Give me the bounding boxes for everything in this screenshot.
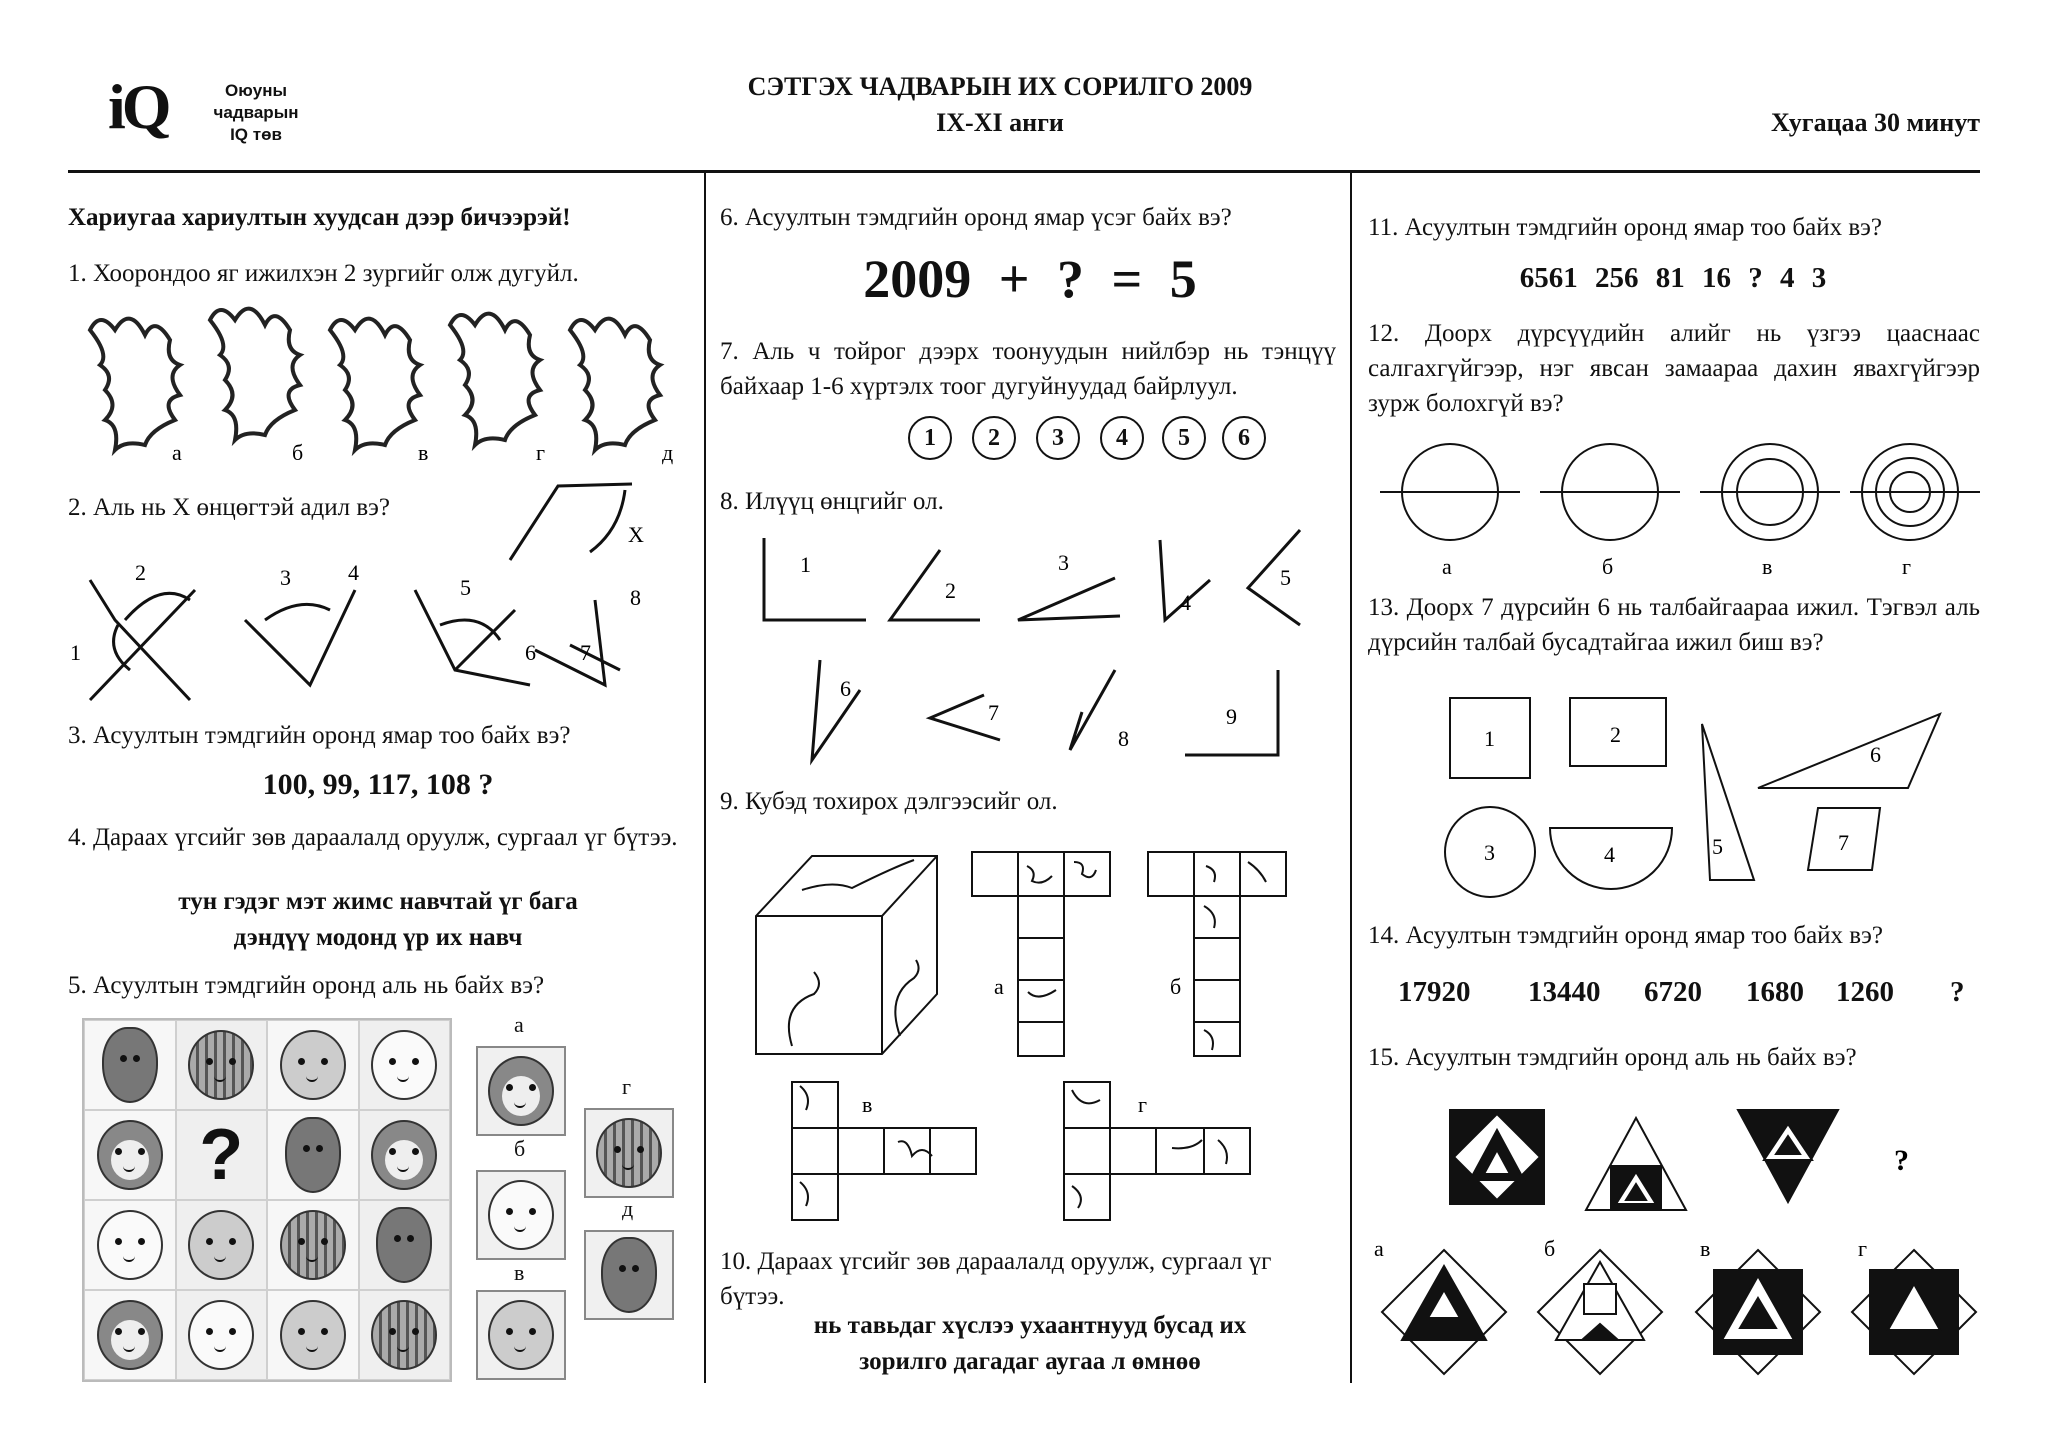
q5-animal-grid [82, 1018, 452, 1382]
svg-text:г: г [1138, 1092, 1148, 1117]
svg-text:3: 3 [280, 565, 291, 590]
svg-text:1: 1 [800, 552, 811, 577]
horse-icon [285, 1117, 341, 1193]
q4-words-line2: дэндүү модонд үр их навч [233, 924, 523, 951]
grid-cell [267, 1290, 359, 1380]
question-mark: ? [199, 1115, 244, 1195]
q5-opt-label-a: а [514, 1012, 524, 1037]
q5-option-b [476, 1170, 566, 1260]
svg-text:3: 3 [1484, 840, 1495, 865]
horse-icon [376, 1207, 432, 1283]
svg-text:1: 1 [70, 640, 81, 665]
q11-text: 11. Асуултын тэмдгийн оронд ямар тоо байх вэ? [1368, 214, 1883, 241]
q1-label-b: б [292, 440, 304, 465]
svg-text:2: 2 [135, 560, 146, 585]
svg-text:5: 5 [1712, 834, 1723, 859]
svg-text:1: 1 [1484, 726, 1495, 751]
grid-cell [176, 1110, 268, 1200]
grid-cell [359, 1110, 451, 1200]
q2-figures [60, 470, 710, 710]
q7-circle-2: 2 [972, 416, 1016, 460]
dog-icon [488, 1180, 554, 1250]
dog-icon [97, 1210, 163, 1280]
q15-text: 15. Асуултын тэмдгийн оронд аль нь байх вэ? [1368, 1044, 1857, 1071]
q4-text: 4. Дараах үгсийг зөв дараалалд оруулж, сургаал үг бүтээ. [68, 824, 678, 851]
q9-text: 9. Кубэд тохирох дэлгээсийг ол. [720, 788, 1058, 815]
grid-cell [84, 1110, 176, 1200]
logo-text: Оюуны чадварын IQ төв [213, 81, 299, 144]
column-divider-1 [704, 173, 706, 1383]
q6-equation: 2009 + ? = 5 [863, 249, 1197, 309]
svg-text:8: 8 [630, 585, 641, 610]
q2-x-label: X [628, 522, 644, 547]
logo-mark: iQ [108, 71, 168, 142]
page-title: СЭТГЭХ ЧАДВАРЫН ИХ СОРИЛГО 2009 [747, 72, 1253, 101]
svg-text:г: г [1902, 554, 1912, 579]
svg-text:4: 4 [1180, 590, 1191, 615]
q7-circle-4: 4 [1100, 416, 1144, 460]
svg-text:7: 7 [1838, 830, 1849, 855]
svg-text:б: б [1602, 554, 1614, 579]
cat-icon [188, 1210, 254, 1280]
dog-icon [371, 1030, 437, 1100]
svg-text:а: а [1442, 554, 1452, 579]
q8-text: 8. Илүүц өнцгийг ол. [720, 488, 944, 515]
header-rule [68, 170, 1980, 173]
q1-text: 1. Хоорондоо яг ижилхэн 2 зургийг олж дугуйл. [68, 260, 579, 287]
column-divider-2 [1350, 173, 1352, 1383]
q1-figures [80, 300, 700, 470]
horse-icon [102, 1027, 158, 1103]
grid-cell [359, 1290, 451, 1380]
dog-icon [188, 1300, 254, 1370]
tiger-icon [596, 1118, 662, 1188]
q8-angles [740, 520, 1340, 770]
svg-text:6: 6 [525, 640, 536, 665]
tiger-icon [188, 1030, 254, 1100]
cat-icon [280, 1030, 346, 1100]
grid-cell [267, 1020, 359, 1110]
page-subtitle: IX-XI анги [936, 108, 1064, 137]
q12-text: 12. Доорх дүрсүүдийн алийг нь үзгээ цааснаас салгахгүйгээр, нэг явсан замаараа дахин явахгүйгээр зурж болохгүй вэ? [1368, 320, 1980, 417]
q10-text: 10. Дараах үгсийг зөв дараалалд оруулж, сургаал үг бүтээ. [720, 1248, 1272, 1310]
q12-circles [1380, 440, 1980, 580]
q15-question-mark: ? [1894, 1144, 1909, 1177]
grid-cell [267, 1200, 359, 1290]
svg-text:5: 5 [1280, 565, 1291, 590]
svg-text:б: б [1170, 974, 1182, 999]
svg-text:7: 7 [988, 700, 999, 725]
svg-text:г: г [1858, 1236, 1868, 1261]
q1-label-d: д [662, 440, 674, 465]
svg-text:2: 2 [945, 578, 956, 603]
horse-icon [601, 1237, 657, 1313]
grid-cell [84, 1020, 176, 1110]
svg-text:6: 6 [840, 676, 851, 701]
q7-circle-1: 1 [908, 416, 952, 460]
instruction: Хариугаа хариултын хуудсан дээр бичээрэй! [68, 204, 571, 231]
q9-cube-and-nets [752, 846, 1342, 1246]
q1-label-v: в [418, 440, 429, 465]
q15-figures [1374, 1100, 1984, 1370]
q10-words-line1: нь тавьдаг хүслээ ухаантнууд бусад их [813, 1312, 1247, 1339]
q5-option-g [584, 1108, 674, 1198]
grid-cell [359, 1020, 451, 1110]
svg-text:4: 4 [1604, 842, 1615, 867]
svg-text:в: в [1762, 554, 1773, 579]
q3-sequence: 100, 99, 117, 108 ? [262, 768, 494, 801]
svg-text:а: а [994, 974, 1004, 999]
q10-words-line2: зорилго дагадаг аугаа л өмнөө [859, 1348, 1201, 1375]
svg-text:9: 9 [1226, 704, 1237, 729]
q14-text: 14. Асуултын тэмдгийн оронд ямар тоо байх вэ? [1368, 922, 1883, 949]
q13-shapes [1420, 690, 1980, 890]
svg-text:8: 8 [1118, 726, 1129, 751]
tiger-icon [371, 1300, 437, 1370]
svg-text:а: а [1374, 1236, 1384, 1261]
grid-cell [84, 1290, 176, 1380]
svg-text:в: в [1700, 1236, 1711, 1261]
svg-text:б: б [1544, 1236, 1556, 1261]
monkey-icon [97, 1120, 163, 1190]
q4-words-line1: тун гэдэг мэт жимс навчтай үг бага [178, 888, 578, 915]
grid-cell [176, 1290, 268, 1380]
q7-circle-6: 6 [1222, 416, 1266, 460]
q7-text: 7. Аль ч тойрог дээрх тоонуудын нийлбэр нь тэнцүү байхаар 1-6 хүртэлх тоог дугуйнуудад байрлуул. [720, 338, 1336, 400]
monkey-icon [97, 1300, 163, 1370]
q1-label-g: г [536, 440, 546, 465]
svg-text:6: 6 [1870, 742, 1881, 767]
svg-text:3: 3 [1058, 550, 1069, 575]
q1-label-a: а [172, 440, 182, 465]
monkey-icon [371, 1120, 437, 1190]
svg-text:7: 7 [580, 640, 591, 665]
tiger-icon [280, 1210, 346, 1280]
q11-sequence: 6561 256 81 16 ? 4 3 [1519, 262, 1827, 294]
q3-text: 3. Асуултын тэмдгийн оронд ямар тоо байх вэ? [68, 722, 571, 749]
q5-opt-label-g: г [622, 1074, 632, 1099]
svg-text:в: в [862, 1092, 873, 1117]
q5-opt-label-d: д [622, 1196, 634, 1221]
q13-text: 13. Доорх 7 дүрсийн 6 нь талбайгаараа ижил. Тэгвэл аль дүрсийн талбай бусадтайгаа ижил биш вэ? [1368, 594, 1980, 656]
cat-icon [280, 1300, 346, 1370]
monkey-icon [488, 1056, 554, 1126]
grid-cell [267, 1110, 359, 1200]
svg-text:2: 2 [1610, 722, 1621, 747]
grid-cell [359, 1200, 451, 1290]
grid-cell [84, 1200, 176, 1290]
svg-text:5: 5 [460, 575, 471, 600]
q5-option-v [476, 1290, 566, 1380]
q5-text: 5. Асуултын тэмдгийн оронд аль нь байх вэ? [68, 972, 545, 999]
q5-option-a [476, 1046, 566, 1136]
q7-circle-3: 3 [1036, 416, 1080, 460]
q7-circle-5: 5 [1162, 416, 1206, 460]
grid-cell [176, 1020, 268, 1110]
q2-text: 2. Аль нь Х өнцөгтэй адил вэ? [68, 494, 390, 521]
q6-text: 6. Асуултын тэмдгийн оронд ямар үсэг байх вэ? [720, 204, 1232, 231]
q5-opt-label-b: б [514, 1136, 526, 1161]
time-limit: Хугацаа 30 минут [1770, 108, 1980, 137]
grid-cell [176, 1200, 268, 1290]
q5-opt-label-v: в [514, 1260, 525, 1285]
svg-text:4: 4 [348, 560, 359, 585]
q5-option-d [584, 1230, 674, 1320]
cat-icon [488, 1300, 554, 1370]
